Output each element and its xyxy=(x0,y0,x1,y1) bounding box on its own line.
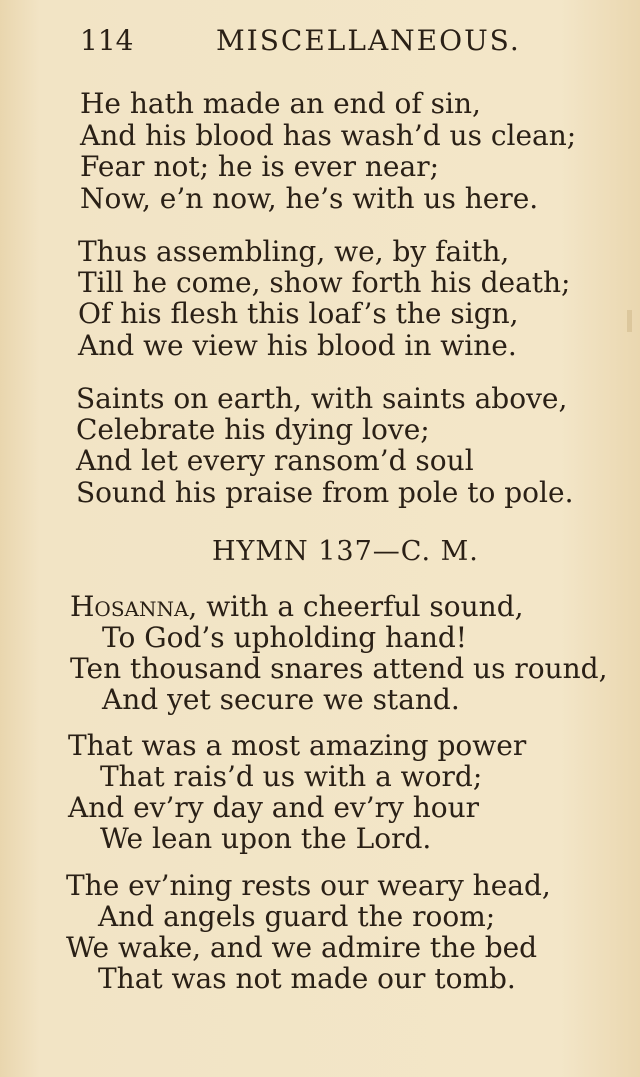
verse-line: Till he come, show forth his death; xyxy=(78,266,571,299)
page-number: 114 xyxy=(80,24,134,57)
verse-line: And yet secure we stand. xyxy=(102,683,460,716)
verse-line: We wake, and we admire the bed xyxy=(66,931,538,964)
verse-line: Of his flesh this loaf’s the sign, xyxy=(78,297,519,330)
running-head: MISCELLANEOUS. xyxy=(216,24,521,57)
page-edge-mark xyxy=(627,310,632,332)
verse-line: Ten thousand snares attend us round, xyxy=(70,652,608,685)
verse-line: That was not made our tomb. xyxy=(98,962,516,995)
verse-line: The ev’ning rests our weary head, xyxy=(66,869,551,902)
verse-line: Celebrate his dying love; xyxy=(76,413,430,446)
verse-line: That was a most amazing power xyxy=(68,729,527,762)
verse-line: That rais’d us with a word; xyxy=(100,760,483,793)
verse-line: Saints on earth, with saints above, xyxy=(76,382,568,415)
verse-line: And let every ransom’d soul xyxy=(76,444,474,477)
verse-line: Sound his praise from pole to pole. xyxy=(76,476,574,509)
verse-line-rest: , with a cheerful sound, xyxy=(188,590,524,623)
verse-line: And angels guard the room; xyxy=(98,900,496,933)
verse-line: Thus assembling, we, by faith, xyxy=(78,235,510,268)
verse-line: He hath made an end of sin, xyxy=(80,87,481,120)
first-word: Hosanna xyxy=(70,590,189,623)
verse-line: To God’s upholding hand! xyxy=(102,621,468,654)
verse-line: And ev’ry day and ev’ry hour xyxy=(68,791,480,824)
verse-line: And his blood has wash’d us clean; xyxy=(80,119,577,152)
verse-line xyxy=(70,591,524,623)
verse-line: Fear not; he is ever near; xyxy=(80,150,440,183)
hymn-title: HYMN 137—C. M. xyxy=(212,536,479,567)
page-header xyxy=(80,20,521,60)
verse-line: Now, e’n now, he’s with us here. xyxy=(80,182,539,215)
verse-line: We lean upon the Lord. xyxy=(100,822,432,855)
verse-line: And we view his blood in wine. xyxy=(78,329,517,362)
